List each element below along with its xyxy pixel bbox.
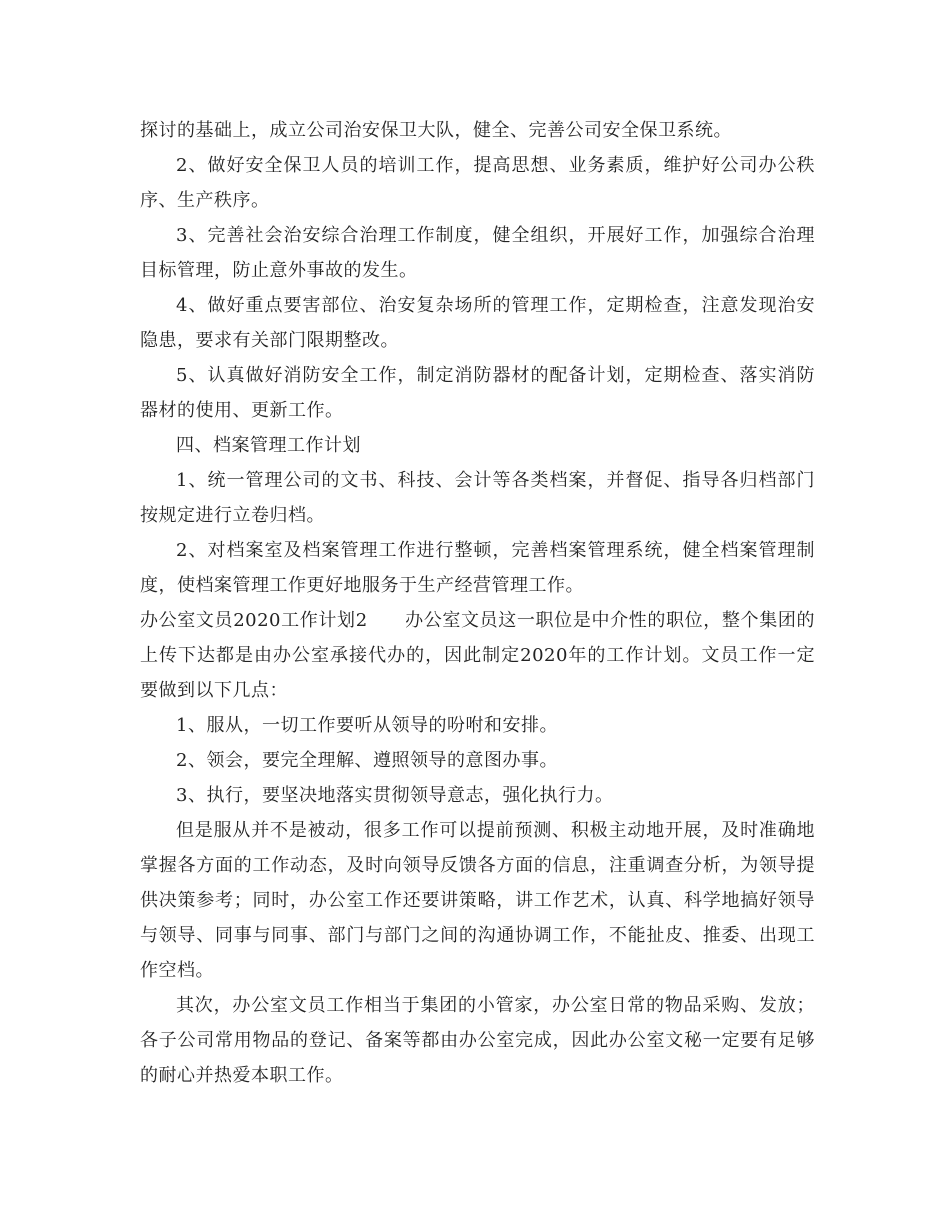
paragraph-execute: 3、执行，要坚决地落实贯彻领导意志，强化执行力。 [176, 785, 614, 806]
paragraph-proactive: 但是服从并不是被动，很多工作可以提前预测、积极主动地开展，及时准确地掌握各方面的工作动态，及时向领导反馈各方面的信息，注重调查分析，为领导提供决策参考；同时，办公室工作还要讲策略，讲工作艺术，认真、科学地搞好领导与领导、同事与同事、部门与部门之间的沟通协调工作，不能扯皮、推委、出现工作空档。 [140, 820, 815, 981]
paragraph-obey: 1、服从，一切工作要听从领导的吩咐和安排。 [176, 715, 558, 736]
paragraph-archive-rectify: 2、对档案室及档案管理工作进行整顿，完善档案管理系统，健全档案管理制度，使档案管理工作更好地服务于生产经营管理工作。 [140, 540, 815, 596]
paragraph-archive-unify: 1、统一管理公司的文书、科技、会计等各类档案，并督促、指导各归档部门按规定进行立卷归档。 [140, 470, 815, 526]
paragraph-public-order: 3、完善社会治安综合治理工作制度，健全组织，开展好工作，加强综合治理目标管理，防止意外事故的发生。 [140, 225, 815, 281]
document-body [140, 113, 815, 1093]
paragraph-housekeeper: 其次，办公室文员工作相当于集团的小管家，办公室日常的物品采购、发放；各子公司常用物品的登记、备案等都由办公室完成，因此办公室文秘一定要有足够的耐心并热爱本职工作。 [140, 995, 815, 1086]
paragraph-understand: 2、领会，要完全理解、遵照领导的意图办事。 [176, 750, 558, 771]
paragraph-continued: 探讨的基础上，成立公司治安保卫大队，健全、完善公司安全保卫系统。 [140, 120, 732, 141]
paragraph-security-training: 2、做好安全保卫人员的培训工作，提高思想、业务素质，维护好公司办公秩序、生产秩序。 [140, 155, 815, 211]
paragraph-key-areas: 4、做好重点要害部位、治安复杂场所的管理工作，定期检查，注意发现治安隐患，要求有关部门限期整改。 [140, 295, 815, 351]
paragraph-plan-2-intro: 办公室文员2020工作计划2 办公室文员这一职位是中介性的职位，整个集团的上传下达都是由办公室承接代办的，因此制定2020年的工作计划。文员工作一定要做到以下几点： [140, 610, 815, 701]
section-heading-archives: 四、档案管理工作计划 [176, 435, 361, 456]
paragraph-fire-safety: 5、认真做好消防安全工作，制定消防器材的配备计划，定期检查、落实消防器材的使用、更新工作。 [140, 365, 815, 421]
